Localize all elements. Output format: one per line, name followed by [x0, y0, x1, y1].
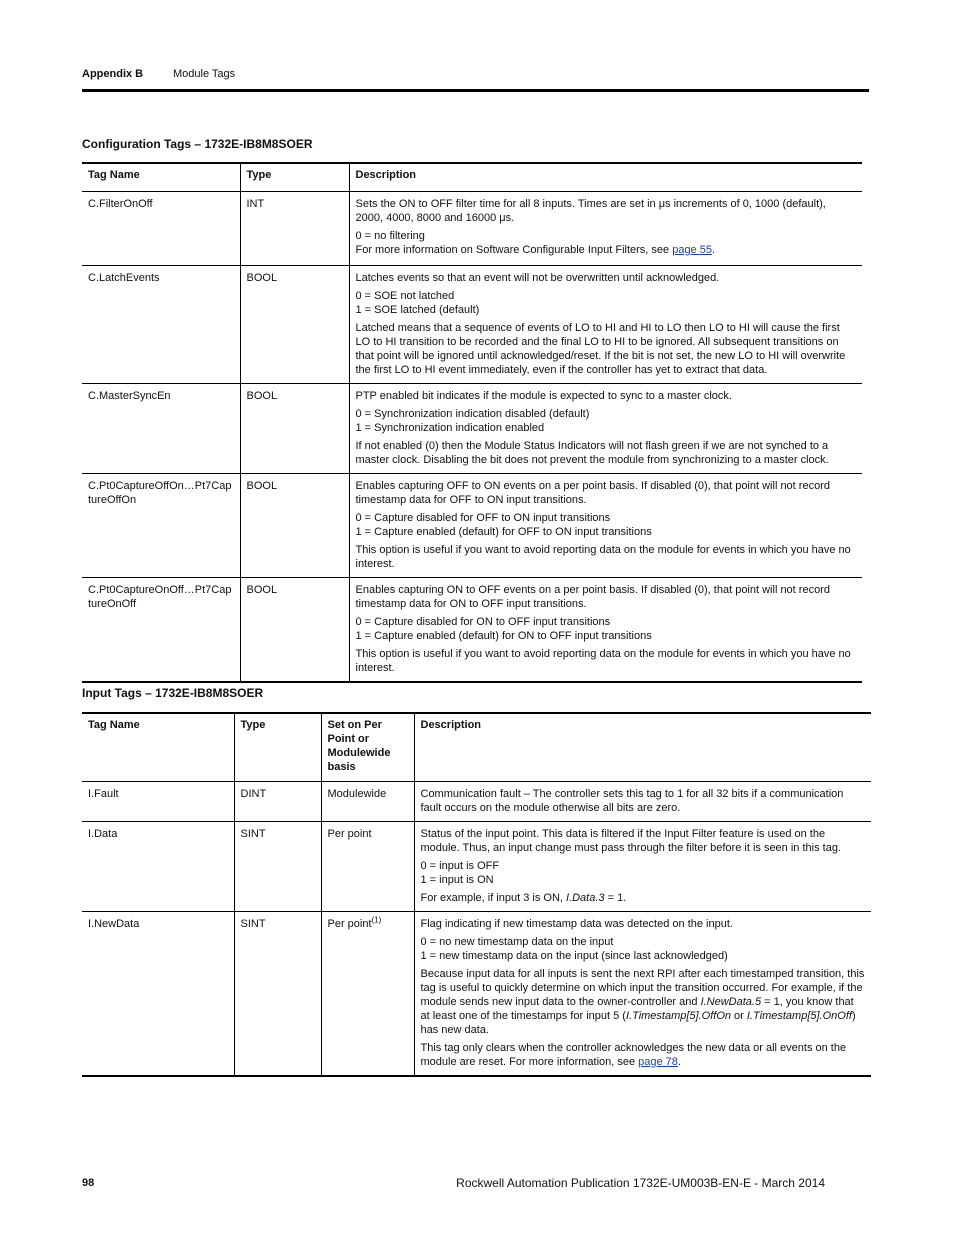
- description-line: Latches events so that an event will not be overwritten until acknowledged.: [355, 271, 720, 284]
- tag-name-cell: I.Data: [88, 827, 118, 840]
- tag-reference: I.Timestamp[5].OffOn: [625, 1009, 731, 1022]
- description-line: Sets the ON to OFF filter time for all 8 inputs. Times are set in μs increments of 0, 1000 (default), 2000, 4000, 8000 and 16000 μs.: [355, 197, 826, 224]
- basis-cell: Per point: [321, 821, 414, 911]
- description-line: 0 = Capture disabled for ON to OFF input transitions: [355, 615, 611, 628]
- page-number: 98: [82, 1177, 95, 1189]
- description-line: 0 = no filtering: [355, 229, 425, 242]
- description-line: Communication fault – The controller sets this tag to 1 for all 32 bits if a communication fault occurs on the module otherwise all bits are zero.: [420, 787, 844, 814]
- description-cell: [349, 473, 862, 577]
- tag-name-cell: C.MasterSyncEn: [88, 389, 171, 402]
- description-line: 1 = input is ON: [420, 873, 494, 886]
- description-line: 1 = Capture enabled (default) for OFF to ON input transitions: [355, 525, 652, 538]
- table-row: [82, 265, 862, 383]
- tag-reference: I.Timestamp[5].OnOff: [746, 1009, 852, 1022]
- basis-cell: Modulewide: [321, 781, 414, 821]
- appendix-label: Appendix B: [82, 68, 144, 80]
- description-cell: [414, 911, 871, 1076]
- description-text: For example, if input 3 is ON,: [420, 891, 566, 904]
- description-line: [421, 1041, 866, 1069]
- table-row: [82, 473, 862, 577]
- description-line: Status of the input point. This data is filtered if the Input Filter feature is used on the module. Thus, an input change must pass through the filter before it is seen in this tag.: [420, 827, 841, 854]
- page-78-link[interactable]: page 78: [638, 1055, 678, 1068]
- description-line: This option is useful if you want to avoid reporting data on the module for events in which you have no interest.: [355, 647, 851, 674]
- description-cell: [349, 577, 862, 682]
- description-line: Enables capturing ON to OFF events on a per point basis. If disabled (0), that point will not record timestamp data for ON to OFF input transitions.: [355, 583, 830, 610]
- description-text: or: [731, 1009, 747, 1022]
- tag-name-cell: C.Pt0CaptureOnOff…Pt7CaptureOnOff: [88, 583, 232, 610]
- basis-text: Per point: [327, 917, 372, 930]
- page-header: [82, 67, 869, 92]
- description-line: 0 = Capture disabled for OFF to ON input transitions: [355, 511, 611, 524]
- description-line: Latched means that a sequence of events of LO to HI and HI to LO then LO to HI will cause the first LO to HI transition to be recorded and the final LO to HI to be ignored. All subsequent transitions on that point will be ignored until acknowledged/reset. If the bit is not set, the new LO to HI will overwrite the first LO to HI event immediately, even if the controller has yet to extract that data.: [355, 321, 846, 376]
- page-55-link[interactable]: page 55: [672, 243, 712, 256]
- header-basis: Set on Per Point or Modulewide basis: [321, 713, 414, 781]
- type-cell: DINT: [234, 781, 321, 821]
- publication-info: Rockwell Automation Publication 1732E-UM003B-EN-E - March 2014: [456, 1176, 825, 1190]
- description-line: 0 = no new timestamp data on the input: [420, 935, 614, 948]
- header-tag-name: Tag Name: [88, 169, 140, 181]
- input-table-caption: Input Tags – 1732E-IB8M8SOER: [82, 686, 264, 700]
- description-text: Because input data for all inputs is sent the next RPI after each timestamped transition, this tag is useful to quickly determine on which input the transition occurred. For example, if the module sends new input data to the owner-controller and: [420, 967, 865, 1008]
- type-cell: SINT: [234, 911, 321, 1076]
- type-cell: BOOL: [240, 473, 349, 577]
- header-type: Type: [234, 713, 321, 781]
- type-cell: BOOL: [240, 383, 349, 473]
- config-tags-table: [82, 162, 862, 683]
- basis-cell: [321, 911, 414, 1076]
- description-text: = 1.: [604, 891, 627, 904]
- description-cell: [349, 383, 862, 473]
- description-line: This option is useful if you want to avoid reporting data on the module for events in which you have no interest.: [355, 543, 851, 570]
- link-suffix: .: [677, 1055, 681, 1068]
- header-type: Type: [240, 163, 349, 191]
- section-title: Module Tags: [173, 68, 236, 80]
- description-line: 0 = Synchronization indication disabled (default): [355, 407, 590, 420]
- table-row: [82, 821, 871, 911]
- tag-name-cell: C.FilterOnOff: [88, 197, 153, 210]
- description-line: Flag indicating if new timestamp data was detected on the input.: [420, 917, 733, 930]
- input-tags-table: [82, 712, 871, 1077]
- tag-name-cell: I.NewData: [88, 917, 140, 930]
- type-cell: BOOL: [240, 577, 349, 682]
- description-cell: [414, 821, 871, 911]
- tag-name-cell: C.Pt0CaptureOffOn…Pt7CaptureOffOn: [88, 479, 232, 506]
- description-cell: [349, 191, 862, 265]
- description-line: [421, 891, 866, 905]
- type-cell: BOOL: [240, 265, 349, 383]
- header-description: Description: [349, 163, 862, 191]
- description-line: If not enabled (0) then the Module Status Indicators will not flash green if we are not synched to a master clock. Disabling the bit does not prevent the module from synchronizing to a master clock.: [355, 439, 829, 466]
- config-table-caption: Configuration Tags – 1732E-IB8M8SOER: [82, 137, 313, 151]
- type-cell: INT: [240, 191, 349, 265]
- table-row: [82, 191, 862, 265]
- description-text: = 1, you know that at least one of the timestamps for input 5 (: [420, 995, 854, 1022]
- description-text: This tag only clears when the controller acknowledges the new data or all events on the module are reset. For more information, see: [420, 1041, 847, 1068]
- description-line: 0 = input is OFF: [420, 859, 500, 872]
- link-suffix: .: [711, 243, 716, 256]
- table-row: [82, 781, 871, 821]
- description-line: PTP enabled bit indicates if the module is expected to sync to a master clock.: [355, 389, 732, 402]
- description-line: Enables capturing OFF to ON events on a per point basis. If disabled (0), that point will not record timestamp data for OFF to ON input transitions.: [355, 479, 830, 506]
- tag-reference: I.Data.3: [566, 891, 605, 904]
- description-line: 1 = Capture enabled (default) for ON to OFF input transitions: [355, 629, 652, 642]
- description-line: 1 = SOE latched (default): [355, 303, 480, 316]
- tag-name-cell: C.LatchEvents: [88, 271, 160, 284]
- tag-name-cell: I.Fault: [88, 787, 119, 800]
- description-line: 0 = SOE not latched: [355, 289, 455, 302]
- description-line: [356, 243, 857, 257]
- table-row: [82, 911, 871, 1076]
- description-line: 1 = Synchronization indication enabled: [355, 421, 545, 434]
- tag-reference: I.NewData.5: [700, 995, 762, 1008]
- type-cell: SINT: [234, 821, 321, 911]
- description-cell: [414, 781, 871, 821]
- description-text: For more information on Software Configurable Input Filters, see: [355, 243, 673, 256]
- description-line: 1 = new timestamp data on the input (since last acknowledged): [420, 949, 728, 962]
- header-tag-name: Tag Name: [88, 719, 140, 731]
- table-row: [82, 577, 862, 682]
- description-text: ) has new data.: [420, 1009, 856, 1036]
- description-line: [421, 967, 866, 1037]
- footnote-marker: (1): [371, 914, 382, 924]
- header-description: Description: [414, 713, 871, 781]
- table-row: [82, 383, 862, 473]
- description-cell: [349, 265, 862, 383]
